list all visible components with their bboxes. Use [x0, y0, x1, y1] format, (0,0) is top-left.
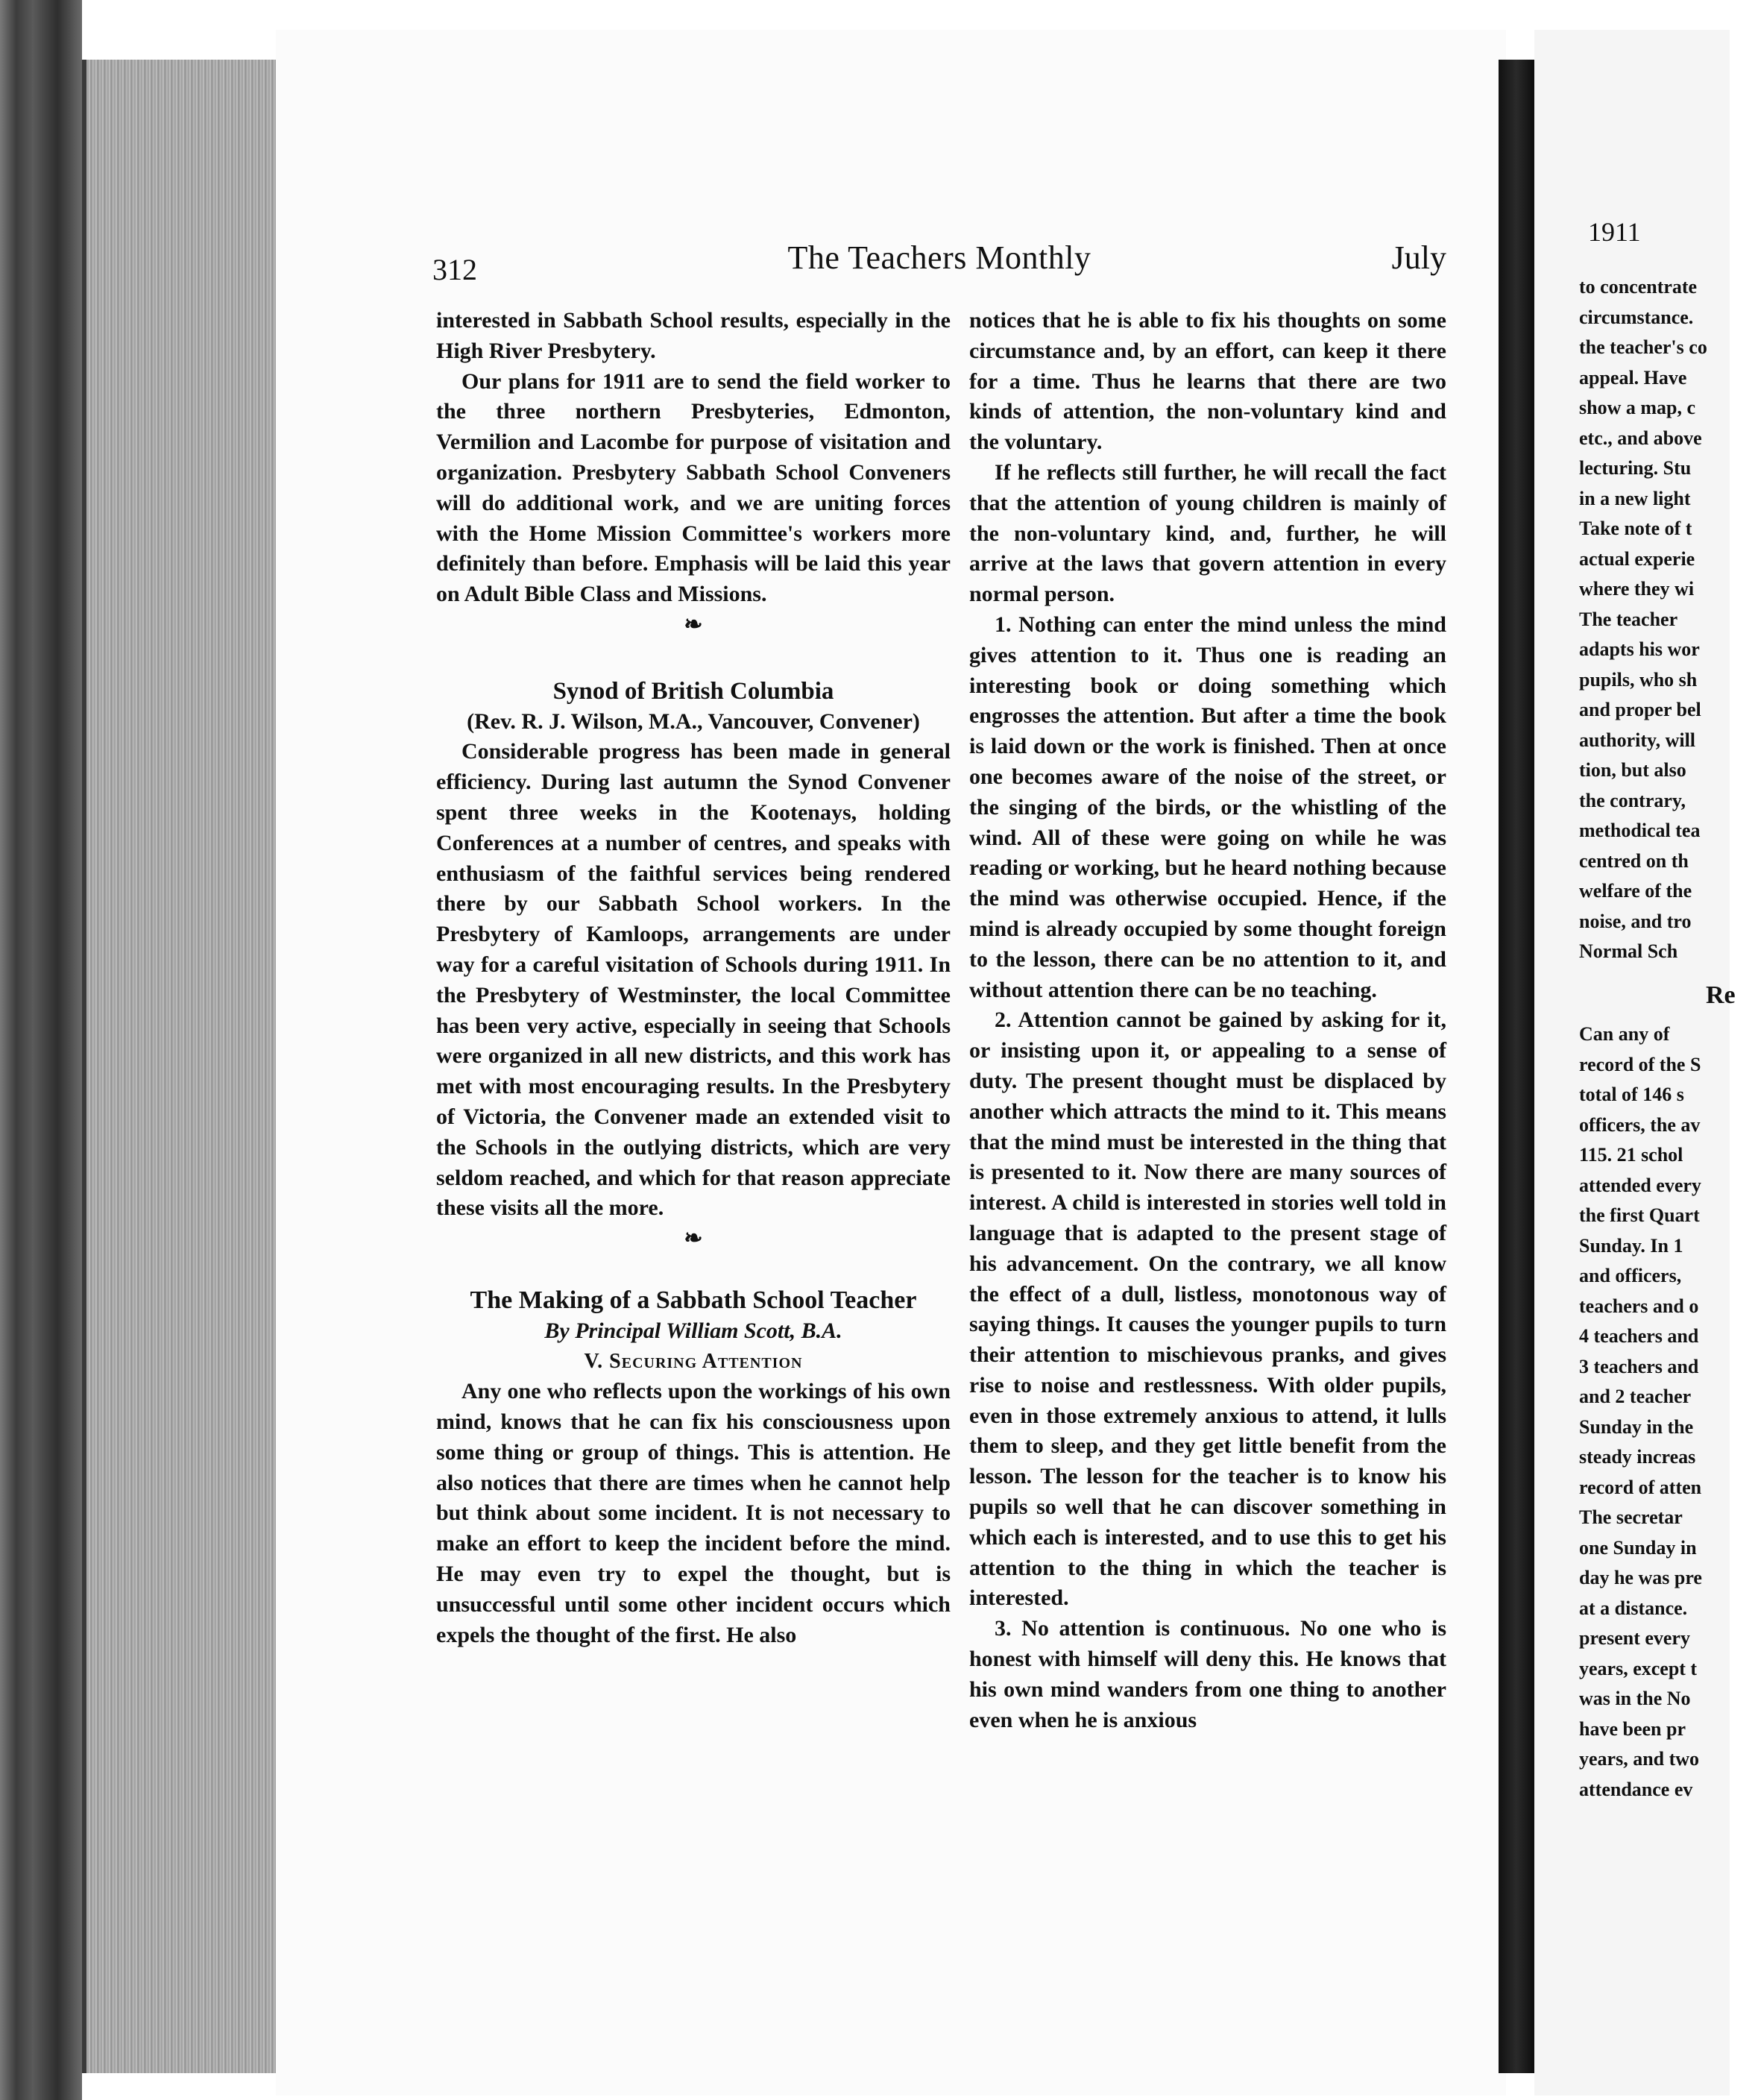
- text-line: pupils, who sh: [1579, 668, 1698, 691]
- paragraph: Our plans for 1911 are to send the field worker to the three northern Presbyteries, Edmonton, Vermilion and Lacombe for purpose of visitation and organization. Presbytery Sabbath School Conveners will do additional work, and we are uniting forces with the Home Mission Committee's workers more definitely than before. Emphasis will be laid this year on Adult Bible Class and Missions.: [436, 368, 951, 607]
- right-page-column: [1579, 272, 1758, 1805]
- text-line: the teacher's co: [1579, 336, 1707, 358]
- paragraph: 3. No attention is continuous. No one who is honest with himself will deny this. He knows that his own mind wanders from one thing to another even when he is anxious: [969, 1616, 1446, 1732]
- text-line: record of the S: [1579, 1053, 1701, 1075]
- text-line: Sunday in the: [1579, 1415, 1694, 1438]
- text-line: authority, will: [1579, 729, 1696, 751]
- paragraph: If he reflects still further, he will recall the fact that the attention of young children is mainly of the non-voluntary kind, and, further, he will arrive at the laws that govern attention in every normal person.: [969, 459, 1446, 607]
- text-line: show a map, c: [1579, 397, 1696, 418]
- right-page-heading: Re: [1706, 981, 1736, 1009]
- right-page-lines-bottom: [1579, 1019, 1758, 1805]
- middle-column: [969, 306, 1446, 1735]
- text-line: teachers and o: [1579, 1295, 1699, 1317]
- text-line: attendance ev: [1579, 1778, 1693, 1800]
- text-line: years, and two: [1579, 1748, 1700, 1770]
- text-line: Can any of: [1579, 1023, 1670, 1045]
- text-line: day he was pre: [1579, 1567, 1702, 1588]
- text-line: and 2 teacher: [1579, 1386, 1692, 1407]
- text-line: The secretar: [1579, 1506, 1683, 1528]
- leaf-ornament-icon: ❧: [684, 1226, 703, 1251]
- leaf-ornament-icon: ❧: [684, 612, 703, 637]
- article-subheading: V. Securing Attention: [584, 1349, 803, 1373]
- page-edges: [82, 60, 280, 2073]
- text-line: officers, the av: [1579, 1113, 1701, 1136]
- paragraph: 1. Nothing can enter the mind unless the mind gives attention to it. Thus one is reading an interesting book or doing something which engrosses the attention. But after a time the book is laid down or the work is finished. Then at once one becomes aware of the noise of the street, or the singing of the birds, or the whistling of the wind. All of these were going on while he was reading or working, but he heard nothing because the mind was otherwise occupied. Hence, if the mind is already occupied by some thought foreign to the lesson, there can be no attention to it, and without attention there can be no teaching.: [969, 612, 1446, 1002]
- right-page-lines-top: [1579, 272, 1758, 967]
- text-line: Take note of t: [1579, 518, 1692, 539]
- text-line: and officers,: [1579, 1265, 1682, 1286]
- text-line: was in the No: [1579, 1688, 1691, 1709]
- page-month: July: [1391, 239, 1446, 276]
- text-line: tion, but also: [1579, 759, 1686, 781]
- text-line: record of atten: [1579, 1476, 1702, 1498]
- text-line: at a distance.: [1579, 1597, 1688, 1619]
- text-line: the first Quart: [1579, 1204, 1700, 1226]
- text-line: actual experie: [1579, 547, 1695, 570]
- text-line: years, except t: [1579, 1657, 1698, 1679]
- text-line: where they wi: [1579, 578, 1695, 600]
- text-line: 3 teachers and: [1579, 1355, 1699, 1377]
- text-line: one Sunday in: [1579, 1536, 1697, 1559]
- text-line: methodical tea: [1579, 820, 1701, 841]
- section-heading: Synod of British Columbia: [552, 677, 834, 705]
- text-line: centred on th: [1579, 849, 1689, 872]
- text-line: present every: [1579, 1627, 1690, 1649]
- text-line: attended every: [1579, 1174, 1701, 1196]
- text-line: The teacher: [1579, 608, 1678, 630]
- paragraph: notices that he is able to fix his thoughts on some circumstance and, by an effort, can keep it there for a time. Thus he learns that there are two kinds of attention, the non-voluntary kind and the voluntary.: [969, 308, 1446, 455]
- text-line: 4 teachers and: [1579, 1325, 1699, 1347]
- book-gutter: [1499, 60, 1534, 2073]
- text-line: noise, and tro: [1579, 910, 1692, 932]
- article-heading: The Making of a Sabbath School Teacher: [470, 1286, 917, 1314]
- text-line: total of 146 s: [1579, 1084, 1684, 1105]
- text-line: the contrary,: [1579, 789, 1686, 811]
- text-line: have been pr: [1579, 1717, 1686, 1740]
- section-byline: (Rev. R. J. Wilson, M.A., Vancouver, Convener): [467, 708, 920, 734]
- text-line: steady increas: [1579, 1446, 1696, 1468]
- book-spine-edge: [0, 0, 82, 2100]
- paragraph: interested in Sabbath School results, especially in the High River Presbytery.: [436, 308, 951, 363]
- text-line: adapts his wor: [1579, 638, 1700, 660]
- text-line: appeal. Have: [1579, 366, 1687, 389]
- text-line: welfare of the: [1579, 880, 1692, 902]
- text-line: in a new light: [1579, 487, 1691, 509]
- text-line: 115. 21 schol: [1579, 1144, 1683, 1166]
- right-page-year: 1911: [1588, 217, 1641, 247]
- paragraph: Any one who reflects upon the workings of his own mind, knows that he can fix his consciousness upon some thing or group of things. This is attention. He also notices that there are times when he cannot help but think about some incident. It is not necessary to make an effort to keep the incident before the mind. He may even try to expel the thought, but is unsuccessful until some other incident occurs which expels the thought of the first. He also: [436, 1379, 951, 1647]
- text-line: to concentrate: [1579, 276, 1698, 298]
- left-column: [436, 306, 951, 1650]
- text-line: Normal Sch: [1579, 940, 1678, 962]
- paragraph: 2. Attention cannot be gained by asking for it, or insisting upon it, or appealing to a sense of duty. The present thought must be displaced by another which attracts the mind to it. This means that the mind must be interested in the thing that is presented to it. Now there are many sources of interest. A child is interested in stories well told in language that is adapted to the present stage of his advancement. On the contrary, we all know the effect of a dull, listless, monotonous way of saying things. It causes the younger pupils to turn their attention to mischievous pranks, and gives rise to noise and restlessness. With older pupils, even in those extremely anxious to attend, it lulls them to sleep, and they get little benefit from the lesson. The lesson for the teacher is to know his pupils so well that he can discover something in which each is interested, and to use this to get his attention to the thing in which the teacher is interested.: [969, 1007, 1446, 1611]
- text-line: and proper bel: [1579, 699, 1701, 720]
- page-header: [432, 239, 1446, 291]
- running-title: The Teachers Monthly: [787, 239, 1091, 276]
- text-line: Sunday. In 1: [1579, 1234, 1683, 1257]
- text-line: lecturing. Stu: [1579, 457, 1692, 479]
- paragraph: Considerable progress has been made in general efficiency. During last autumn the Synod Convener spent three weeks in the Kootenays, holding Conferences at a number of centres, and speaks with enthusiasm of the faithful services being rendered there by our Sabbath School workers. In the Presbytery of Kamloops, arrangements are under way for a careful visitation of Schools during 1911. In the Presbytery of Westminster, the local Committee has been very active, especially in seeing that Schools were organized in all new districts, and this work has met with most encouraging results. In the Presbytery of Victoria, the Convener made an extended visit to the Schools in the outlying districts, which are very seldom reached, and which for that reason appreciate these visits all the more.: [436, 739, 951, 1221]
- article-byline: By Principal William Scott, B.A.: [544, 1318, 842, 1343]
- text-line: circumstance.: [1579, 306, 1694, 328]
- page-number: 312: [432, 253, 477, 286]
- text-line: etc., and above: [1579, 427, 1702, 449]
